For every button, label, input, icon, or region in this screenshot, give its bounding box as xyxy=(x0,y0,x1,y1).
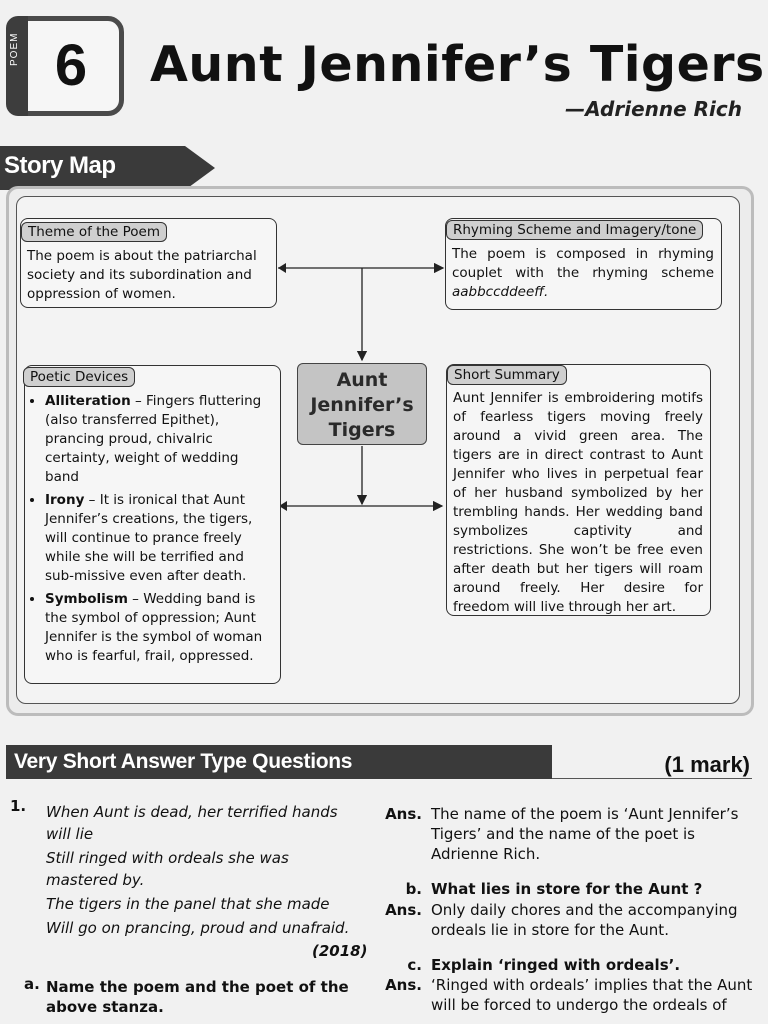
section-title: Very Short Answer Type Questions xyxy=(14,750,353,773)
stanza-line: When Aunt is dead, her terrified hands will lie xyxy=(46,803,338,843)
rhyming-label: Rhyming Scheme and Imagery/tone xyxy=(446,220,703,240)
answer-c-label: Ans. xyxy=(385,976,422,994)
exam-year: (2018) xyxy=(312,942,368,960)
subquestion-b: What lies in store for the Aunt ? xyxy=(431,880,703,898)
subquestion-b-label: b. xyxy=(405,880,422,898)
rhyme-scheme: aabbccddeeff. xyxy=(452,284,549,300)
theme-text: The poem is about the patriarchal society and its subordination and oppression of women. xyxy=(27,248,257,302)
poetic-devices-card xyxy=(24,365,281,684)
chapter-number: 6 xyxy=(54,33,88,98)
rhyming-description: The poem is composed in rhyming couplet with the rhyming scheme xyxy=(452,246,714,281)
subquestion-a: Name the poem and the poet of the above stanza. xyxy=(46,978,349,1016)
subquestion-a-label: a. xyxy=(24,975,40,993)
story-map-title: Story Map xyxy=(4,152,116,179)
answer-b-label: Ans. xyxy=(385,901,422,919)
question-number: 1. xyxy=(10,797,27,815)
poem-stanza xyxy=(46,801,362,941)
answer-a: The name of the poem is ‘Aunt Jennifer’s Tigers’ and the name of the poet is Adrienne Rich. xyxy=(431,805,739,863)
device-item: • Irony – It is ironical that Aunt Jennifer’s creations, the tigers, will continue to prance freely while she will be terrified and sub-missive even after death. xyxy=(45,491,271,586)
stanza-line: The tigers in the panel that she made xyxy=(46,895,330,913)
poetic-devices-label: Poetic Devices xyxy=(23,367,135,387)
theme-card xyxy=(20,218,277,308)
subquestion-c: Explain ‘ringed with ordeals’. xyxy=(431,956,681,974)
device-item: • Alliteration – Fingers fluttering (also transferred Epithet), prancing proud, chivalric certainty, weight of wedding band xyxy=(45,392,271,487)
author: —Adrienne Rich xyxy=(565,97,742,121)
subquestion-c-label: c. xyxy=(407,956,422,974)
answer-c: ‘Ringed with ordeals’ implies that the Aunt will be forced to undergo the ordeals of xyxy=(431,976,753,1014)
answer-b: Only daily chores and the accompanying ordeals lie in store for the Aunt. xyxy=(431,901,738,939)
marks-label: (1 mark) xyxy=(664,752,750,777)
summary-card xyxy=(446,364,711,616)
device-item: • Symbolism – Wedding band is the symbol of oppression; Aunt Jennifer is the symbol of woman who is fearful, frail, oppressed. xyxy=(45,590,271,666)
rhyming-text xyxy=(452,245,714,302)
rhyming-card xyxy=(445,218,722,310)
answer-a-label: Ans. xyxy=(385,805,422,823)
poetic-devices-list xyxy=(29,392,271,670)
center-topic: Aunt Jennifer’s Tigers xyxy=(297,363,427,445)
summary-label: Short Summary xyxy=(447,365,567,385)
theme-label: Theme of the Poem xyxy=(21,222,167,242)
page-title: Aunt Jennifer’s Tigers xyxy=(150,36,765,93)
summary-text: Aunt Jennifer is embroidering motifs of fearless tigers moving freely around a vivid green area. The tigers are in direct contrast to Aunt Jennifer who lives in perpetual fear of her husband symbolized by her trembling hands. Her wedding band symbolizes captivity and restrictions. She won’t be free even after death but her tigers will roam around freely. Her desire for freedom will live through her art. xyxy=(453,390,703,615)
stanza-line: Will go on prancing, proud and unafraid. xyxy=(46,919,350,937)
section-tag-label: POEM xyxy=(9,32,20,66)
stanza-line: Still ringed with ordeals she was mastered by. xyxy=(46,849,289,889)
section-rule xyxy=(552,778,752,779)
